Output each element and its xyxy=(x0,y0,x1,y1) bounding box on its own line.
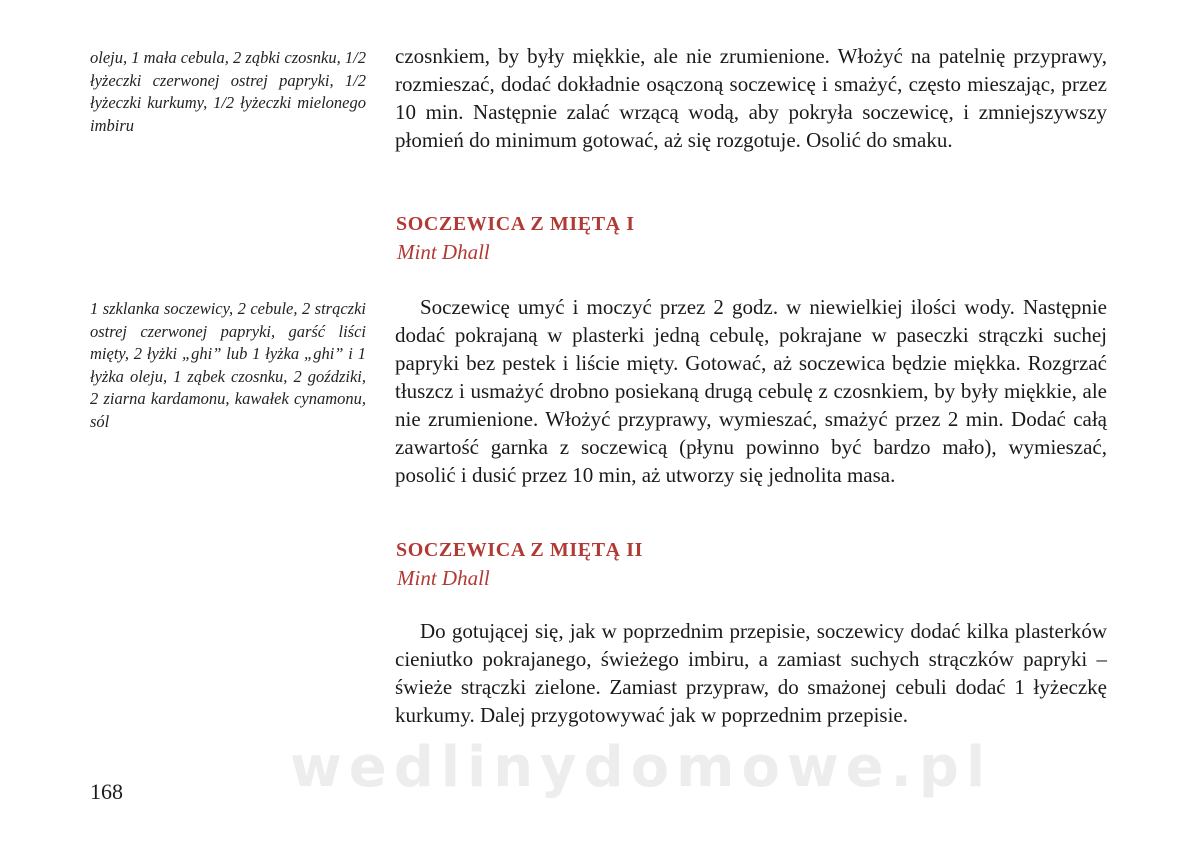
recipe-2-instructions: Do gotującej się, jak w poprzednim przepisie, soczewicy dodać kilka plasterków cieniutko pokrajanego, świeżego imbiru, a zamiast suchych strączków papryki – świeże strączki zielone. Zamiast przypraw, do smażonej cebuli dodać 1 łyżeczkę kurkumy. Dalej przygotowywać jak w poprzednim przepisie. xyxy=(395,619,1107,727)
recipe-2-title: SOCZEWICA Z MIĘTĄ II xyxy=(396,539,644,561)
watermark: wedlinydomowe.pl xyxy=(290,735,993,800)
recipe-1-subtitle: Mint Dhall xyxy=(397,240,490,264)
page-number: 168 xyxy=(90,779,123,804)
recipe-1-ingredients: 1 szklanka soczewicy, 2 cebule, 2 strączki ostrej czerwonej papryki, garść liści mięty, 2 łyżki „ghi” lub 1 łyżka „ghi” i 1 łyżka oleju, 1 ząbek czosnku, 2 goździki, 2 ziarna kardamonu, kawałek cynamonu, sól xyxy=(90,299,366,431)
intro-ingredients: oleju, 1 mała cebula, 2 ząbki czosnku, 1/2 łyżeczki czerwonej ostrej papryki, 1/2 łyżeczki kurkumy, 1/2 łyżeczki mielonego imbiru xyxy=(90,48,366,135)
intro-instructions: czosnkiem, by były miękkie, ale nie zrumienione. Włożyć na patelnię przyprawy, rozmieszać, dodać dokładnie osączoną soczewicę i smażyć, często mieszając, przez 10 min. Następnie zalać wrzącą wodą, aby pokryła soczewicę, i zmniejszywszy płomień do minimum gotować, aż się rozgotuje. Osolić do smaku. xyxy=(395,44,1107,152)
recipe-1-instructions: Soczewicę umyć i moczyć przez 2 godz. w niewielkiej ilości wody. Następnie dodać pokrajaną w plasterki jedną cebulę, pokrajane w paseczki strączki suchej papryki bez pestek i liście mięty. Gotować, aż soczewica będzie miękka. Rozgrzać tłuszcz i usmażyć drobno posiekaną drugą cebulę z czosnkiem, by były miękkie, ale nie zrumienione. Włożyć przyprawy, wymieszać, smażyć przez 2 min. Dodać całą zawartość garnka z soczewicą (płynu powinno być bardzo mało), wymieszać, posolić i dusić przez 10 min, aż utworzy się jednolita masa. xyxy=(395,295,1107,487)
recipe-1-title: SOCZEWICA Z MIĘTĄ I xyxy=(396,213,635,235)
recipe-2-subtitle: Mint Dhall xyxy=(397,566,490,590)
